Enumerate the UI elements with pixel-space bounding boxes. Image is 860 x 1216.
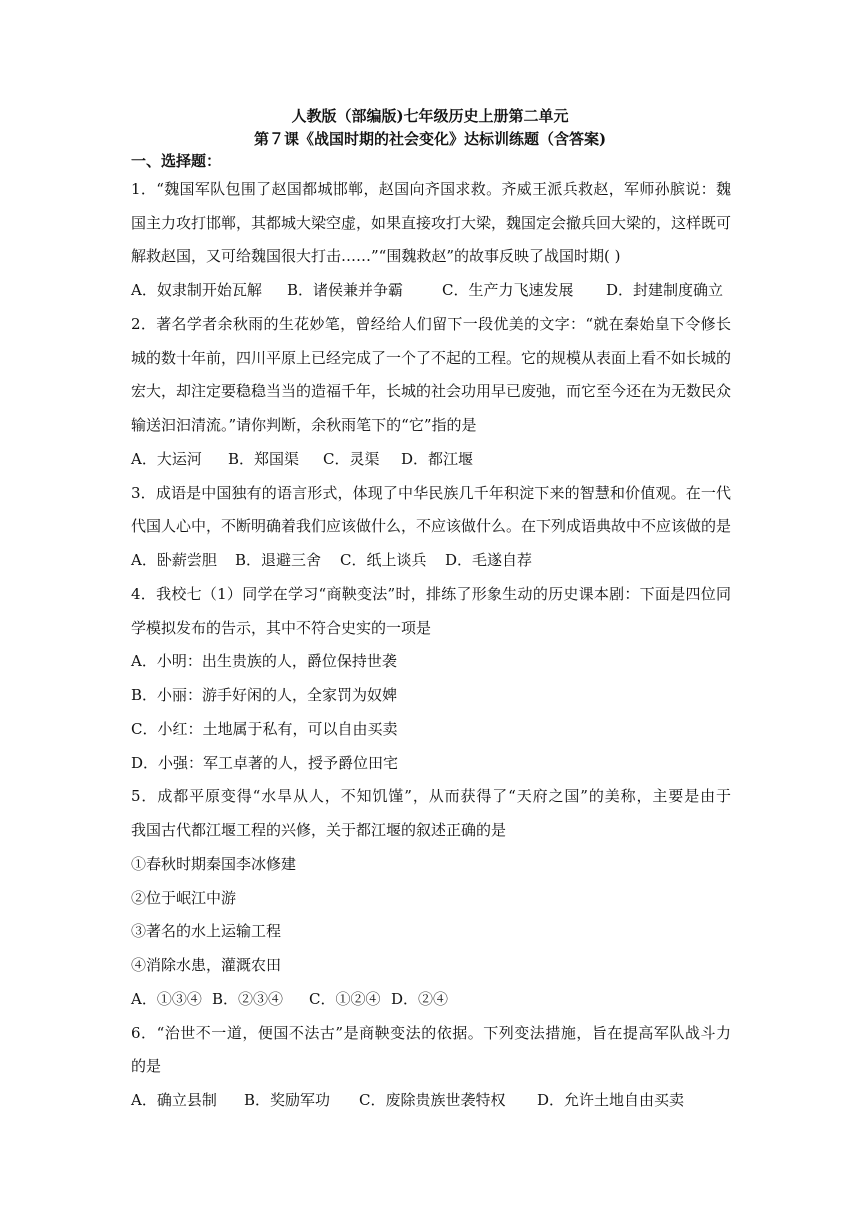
question-1-line-1: 1．“魏国军队包围了赵国都城邯郸，赵国向齐国求救。齐威王派兵救赵，军师孙膑说：魏 (131, 180, 731, 198)
question-2-option-a: A．大运河 (131, 450, 202, 468)
question-1-options (131, 280, 731, 300)
document-title-line1: 人教版（部编版)七年级历史上册第二单元 (291, 107, 569, 125)
question-5-option-a: A．①③④ (131, 990, 202, 1008)
question-6-option-a: A．确立县制 (131, 1091, 217, 1109)
question-5-statement-1: ①春秋时期秦国李冰修建 (131, 855, 297, 873)
question-4-line-2: 学模拟发布的告示，其中不符合史实的一项是 (131, 619, 432, 637)
question-5-option-d: D．②④ (391, 990, 449, 1008)
question-3-option-c: C．纸上谈兵 (340, 551, 427, 569)
question-3-line-1: 3．成语是中国独有的语言形式，体现了中华民族几千年积淀下来的智慧和价值观。在一代 (131, 484, 731, 502)
question-6-options (131, 1090, 731, 1110)
question-6-line-1: 6．“治世不一道，便国不法古”是商鞅变法的依据。下列变法措施，旨在提高军队战斗力 (131, 1024, 731, 1042)
question-5-statement-3: ③著名的水上运输工程 (131, 922, 282, 940)
question-5-statement-4: ④消除水患，灌溉农田 (131, 956, 282, 974)
question-2-line-4: 输送汩汩清流。”请你判断，余秋雨笔下的“它”指的是 (131, 416, 477, 434)
question-1-option-a: A．奴隶制开始瓦解 (131, 281, 262, 299)
question-4-option-b: B．小丽：游手好闲的人，全家罚为奴婢 (131, 686, 398, 704)
question-4-option-d: D．小强：军工卓著的人，授予爵位田宅 (131, 754, 399, 772)
question-2-line-3: 宏大，却注定要稳稳当当的造福千年，长城的社会功用早已废弛，而它至今还在为无数民众 (131, 382, 732, 400)
question-2-options (131, 449, 731, 469)
question-2-line-1: 2．著名学者余秋雨的生花妙笔，曾经给人们留下一段优美的文字：“就在秦始皇下令修长 (131, 315, 731, 333)
question-5-line-1: 5．成都平原变得“水旱从人，不知饥馑”，从而获得了“天府之国”的美称，主要是由于 (131, 787, 731, 805)
question-4-option-c: C．小红：土地属于私有，可以自由买卖 (131, 720, 398, 738)
question-2-option-d: D．都江堰 (401, 450, 474, 468)
question-3-option-a: A．卧薪尝胆 (131, 551, 217, 569)
document-title-line2: 第７课《战国时期的社会变化》达标训练题（含答案) (253, 130, 607, 148)
question-6-option-b: B．奖励军功 (244, 1091, 331, 1109)
question-5-statement-2: ②位于岷江中游 (131, 889, 237, 907)
question-6-option-c: C．废除贵族世袭特权 (359, 1091, 506, 1109)
question-1-line-2: 国主力攻打邯郸，其都城大梁空虚，如果直接攻打大梁，魏国定会撤兵回大梁的，这样既可 (131, 214, 732, 232)
question-5-options (131, 989, 731, 1009)
question-3-line-2: 代国人心中，不断明确着我们应该做什么，不应该做什么。在下列成语典故中不应该做的是 (131, 517, 732, 535)
question-3-options (131, 550, 731, 570)
question-3-option-d: D．毛遂自荐 (445, 551, 533, 569)
question-1-option-d: D．封建制度确立 (606, 281, 724, 299)
question-3-option-b: B．退避三舍 (235, 551, 322, 569)
section-heading: 一、选择题： (131, 152, 222, 170)
question-5-option-c: C．①②④ (309, 990, 381, 1008)
question-5-option-b: B．②③④ (212, 990, 284, 1008)
question-6-line-2: 的是 (131, 1057, 162, 1075)
question-6-option-d: D．允许土地自由买卖 (537, 1091, 685, 1109)
question-1-option-c: C．生产力飞速发展 (442, 281, 574, 299)
question-1-line-3: 解救赵国，又可给魏国很大打击……”“围魏救赵”的故事反映了战国时期( ) (131, 247, 621, 265)
question-1-option-b: B．诸侯兼并争霸 (287, 281, 404, 299)
question-2-option-c: C．灵渠 (323, 450, 380, 468)
question-5-line-2: 我国古代都江堰工程的兴修，关于都江堰的叙述正确的是 (131, 821, 507, 839)
question-2-option-b: B．郑国渠 (228, 450, 300, 468)
question-4-line-1: 4．我校七（1）同学在学习“商鞅变法”时，排练了形象生动的历史课本剧：下面是四位同 (131, 585, 731, 603)
question-4-option-a: A．小明：出生贵族的人，爵位保持世袭 (131, 652, 397, 670)
question-2-line-2: 城的数十年前，四川平原上已经完成了一个了不起的工程。它的规模从表面上看不如长城的 (131, 349, 732, 367)
